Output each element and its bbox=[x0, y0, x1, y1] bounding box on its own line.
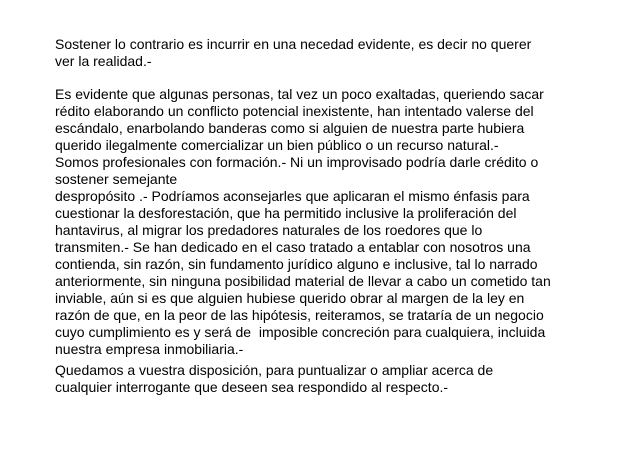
text-line: inviable, aún si es que alguien hubiese querido obrar al margen de la ley en bbox=[55, 290, 525, 306]
text-line: Somos profesionales con formación.- Ni un improvisado podría darle crédito o bbox=[55, 154, 539, 170]
text-line: contienda, sin razón, sin fundamento jurídico alguno e inclusive, tal lo narrado bbox=[55, 256, 538, 272]
text-line: nuestra empresa inmobiliaria.- bbox=[55, 341, 244, 357]
text-line: cualquier interrogante que deseen sea respondido al respecto.- bbox=[55, 379, 449, 395]
paragraph-body bbox=[55, 86, 551, 358]
text-line: Es evidente que algunas personas, tal vez un poco exaltadas, queriendo sacar bbox=[55, 86, 544, 102]
text-line: cuestionar la desforestación, que ha permitido inclusive la proliferación del bbox=[55, 205, 517, 221]
text-line: Sostener lo contrario es incurrir en una necedad evidente, es decir no querer bbox=[55, 36, 532, 52]
text-line: Quedamos a vuestra disposición, para puntualizar o ampliar acerca de bbox=[55, 362, 494, 378]
text-line: rédito elaborando un conflicto potencial inexistente, han intentado valerse del bbox=[55, 103, 534, 119]
paragraph-intro bbox=[55, 36, 531, 70]
text-line: despropósito .- Podríamos aconsejarles que aplicaran el mismo énfasis para bbox=[55, 188, 530, 204]
text-line: razón de que, en la peor de las hipótesis, reiteramos, se trataría de un negocio bbox=[55, 307, 544, 323]
text-line: cuyo cumplimiento es y será de imposible concreción para cualquiera, incluida bbox=[55, 324, 546, 340]
text-line: transmiten.- Se han dedicado en el caso tratado a entablar con nosotros una bbox=[55, 239, 531, 255]
text-line: querido ilegalmente comercializar un bien público o un recurso natural.- bbox=[55, 137, 499, 153]
text-line: anteriormente, sin ninguna posibilidad material de llevar a cabo un cometido tan bbox=[55, 273, 551, 289]
text-line: sostener semejante bbox=[55, 171, 178, 187]
text-line: escándalo, enarbolando banderas como si alguien de nuestra parte hubiera bbox=[55, 120, 525, 136]
paragraph-closing bbox=[55, 362, 493, 396]
text-line: hantavirus, al migrar los predadores naturales de los roedores que lo bbox=[55, 222, 483, 238]
text-line: ver la realidad.- bbox=[55, 53, 152, 69]
